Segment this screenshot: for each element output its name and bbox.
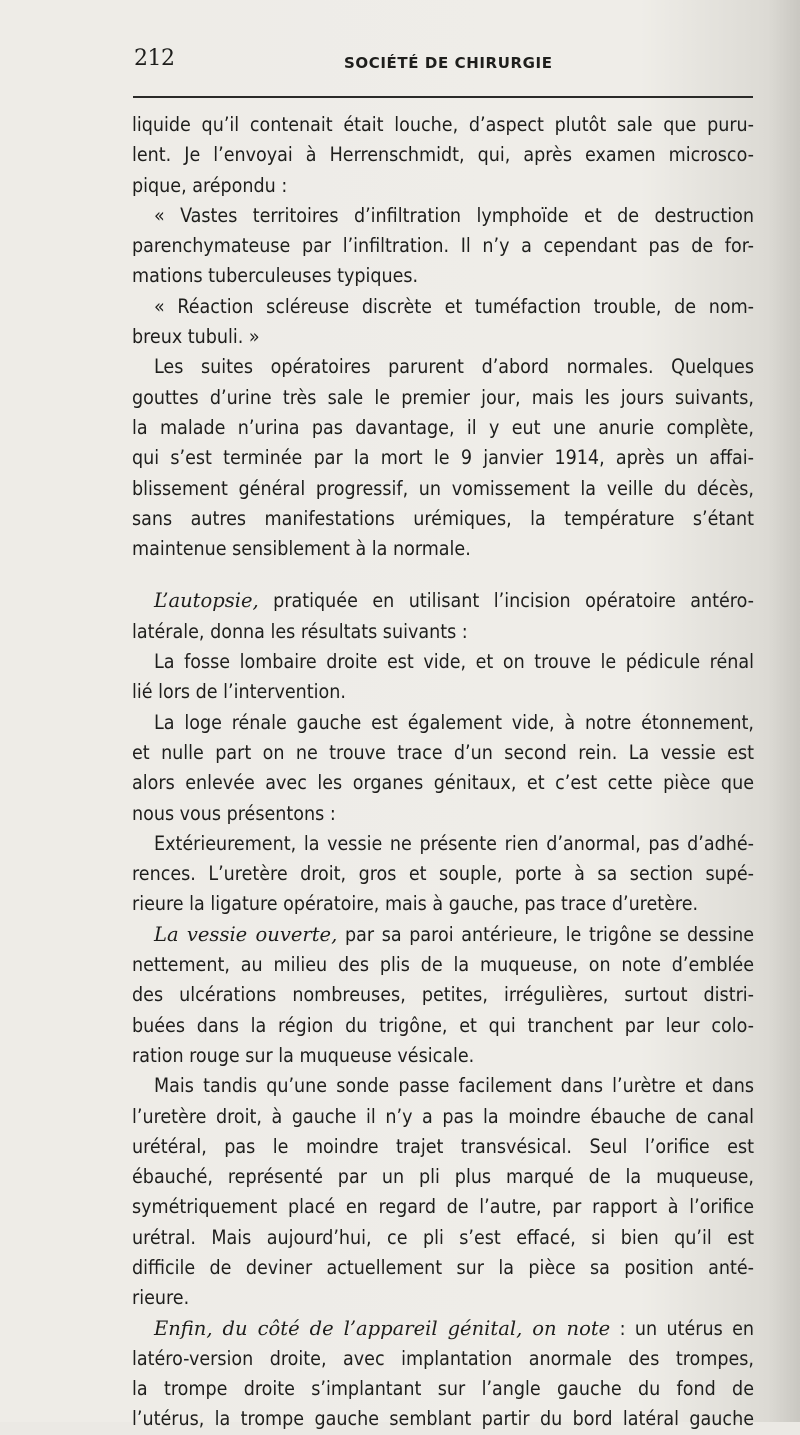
text-line	[132, 950, 754, 980]
text-line	[132, 413, 754, 443]
text-run: lié lors de l’intervention.	[132, 680, 346, 704]
text-line	[132, 1102, 754, 1132]
text-run: alors enlevée avec les organes génitaux, et c’est cette pièce que	[132, 771, 754, 795]
text-line	[132, 889, 754, 919]
text-line	[132, 474, 754, 504]
text-line	[132, 261, 754, 291]
text-run: La loge rénale gauche est également vide, à notre étonnement,	[154, 710, 754, 734]
running-title: SOCIÉTÉ DE CHIRURGIE	[344, 54, 553, 72]
text-run: « Réaction scléreuse discrète et tuméfaction trouble, de nom-	[154, 294, 754, 318]
text-run: gouttes d’urine très sale le premier jour, mais les jours suivants,	[132, 385, 754, 409]
text-run: Mais tandis qu’une sonde passe facilement dans l’urètre et dans	[154, 1074, 754, 1098]
text-run: La fosse lombaire droite est vide, et on trouve le pédicule rénal	[154, 650, 754, 674]
italic-run: Enfin, du côté de l’appareil génital, on note	[154, 1316, 611, 1340]
text-line	[132, 708, 754, 738]
text-run: : un utérus en	[610, 1316, 754, 1340]
text-line	[132, 292, 754, 322]
text-run: urétéral, pas le moindre trajet transvésical. Seul l’orifice est	[132, 1134, 754, 1158]
text-run: l’utérus, la trompe gauche semblant partir du bord latéral gauche	[132, 1407, 754, 1431]
text-run: buées dans la région du trigône, et qui tranchent par leur colo-	[132, 1013, 754, 1037]
page-header	[134, 46, 754, 86]
text-run: latérale, donna les résultats suivants :	[132, 619, 468, 643]
text-line	[132, 383, 754, 413]
page-number: 212	[134, 46, 175, 71]
text-line	[132, 1404, 754, 1434]
text-line	[132, 920, 754, 950]
text-run: rieure la ligature opératoire, mais à gauche, pas trace d’uretère.	[132, 892, 699, 916]
text-run: difficile de deviner actuellement sur la pièce sa position anté-	[132, 1255, 754, 1279]
text-line	[132, 140, 754, 170]
text-run: des ulcérations nombreuses, petites, irrégulières, surtout distri-	[132, 983, 754, 1007]
text-run: l’uretère droit, à gauche il n’y a pas la moindre ébauche de canal	[132, 1104, 754, 1128]
text-run: la trompe droite s’implantant sur l’angle gauche du fond de	[132, 1377, 754, 1401]
text-line	[132, 829, 754, 859]
text-line	[132, 799, 754, 829]
text-run: Extérieurement, la vessie ne présente rien d’anormal, pas d’adhé-	[154, 831, 754, 855]
text-run: rieure.	[132, 1286, 190, 1310]
text-line	[132, 738, 754, 768]
text-run: nous vous présentons :	[132, 801, 336, 825]
text-line	[132, 322, 754, 352]
text-line	[132, 647, 754, 677]
text-line	[132, 586, 754, 616]
text-run: parenchymateuse par l’infiltration. Il n’y a cependant pas de for-	[132, 234, 754, 258]
text-line	[132, 352, 754, 382]
text-line	[132, 1374, 754, 1404]
text-run: urétral. Mais aujourd’hui, ce pli s’est effacé, si bien qu’il est	[132, 1225, 754, 1249]
text-run: lent. Je l’envoyai à Herrenschmidt, qui, après examen microsco-	[132, 143, 754, 167]
text-line	[132, 677, 754, 707]
text-run: maintenue sensiblement à la normale.	[132, 537, 471, 561]
text-run: sans autres manifestations urémiques, la température s’étant	[132, 506, 754, 530]
text-run: nettement, au milieu des plis de la muqueuse, on note d’emblée	[132, 953, 754, 977]
text-run: pratiquée en utilisant l’incision opératoire antéro-	[258, 589, 754, 613]
text-run: qui s’est terminée par la mort le 9 janvier 1914, après un affai-	[132, 446, 754, 470]
text-line	[132, 201, 754, 231]
text-run: rences. L’uretère droit, gros et souple, porte à sa section supé-	[132, 862, 754, 886]
text-run: blissement général progressif, un vomissement la veille du décès,	[132, 476, 754, 500]
text-run: symétriquement placé en regard de l’autre, par rapport à l’orifice	[132, 1195, 754, 1219]
text-line	[132, 504, 754, 534]
text-line	[132, 1162, 754, 1192]
text-run: latéro-version droite, avec implantation anormale des trompes,	[132, 1346, 754, 1370]
text-line	[132, 1041, 754, 1071]
text-line	[132, 1253, 754, 1283]
text-run: ration rouge sur la muqueuse vésicale.	[132, 1043, 475, 1067]
text-run: la malade n’urina pas davantage, il y eut une anurie complète,	[132, 415, 754, 439]
text-line	[132, 1011, 754, 1041]
text-run: pique, arépondu :	[132, 173, 288, 197]
text-run: ébauché, représenté par un pli plus marqué de la muqueuse,	[132, 1165, 754, 1189]
italic-run: L’autopsie,	[154, 589, 259, 613]
text-run: par sa paroi antérieure, le trigône se dessine	[337, 922, 754, 946]
text-line	[132, 1192, 754, 1222]
italic-run: La vessie ouverte,	[154, 922, 338, 946]
text-line	[132, 1283, 754, 1313]
text-line	[132, 980, 754, 1010]
text-line	[132, 1071, 754, 1101]
text-line	[132, 171, 754, 201]
paragraph-gap	[132, 564, 754, 586]
body-text	[132, 110, 754, 1435]
text-line	[132, 1344, 754, 1374]
text-line	[132, 110, 754, 140]
text-line	[132, 1132, 754, 1162]
text-line	[132, 617, 754, 647]
text-line	[132, 534, 754, 564]
text-line	[132, 768, 754, 798]
text-run: mations tuberculeuses typiques.	[132, 264, 419, 288]
text-run: breux tubuli. »	[132, 325, 260, 349]
text-line	[132, 1314, 754, 1344]
text-run: Les suites opératoires parurent d’abord normales. Quelques	[154, 355, 754, 379]
text-line	[132, 1223, 754, 1253]
text-run: liquide qu’il contenait était louche, d’aspect plutôt sale que puru-	[132, 113, 754, 136]
text-line	[132, 231, 754, 261]
text-line	[132, 443, 754, 473]
text-line	[132, 859, 754, 889]
header-rule	[133, 96, 753, 98]
text-run: et nulle part on ne trouve trace d’un second rein. La vessie est	[132, 740, 754, 764]
text-run: « Vastes territoires d’infiltration lymphoïde et de destruction	[154, 203, 754, 227]
